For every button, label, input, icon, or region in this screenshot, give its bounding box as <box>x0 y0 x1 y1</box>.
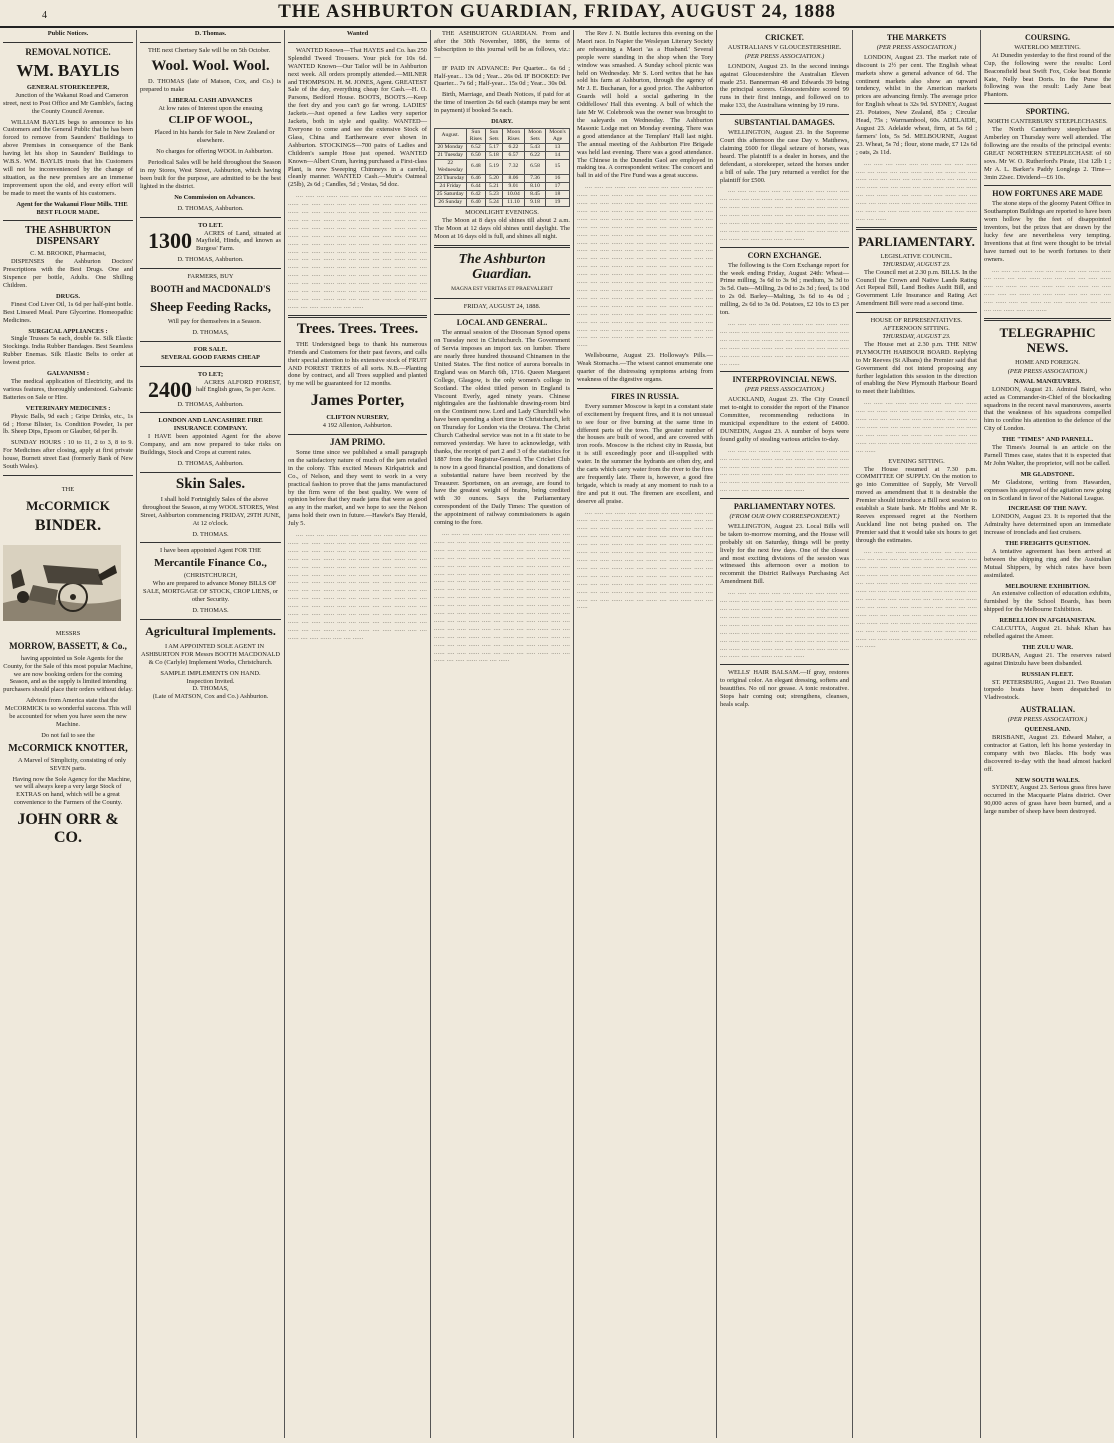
filler-text: .... ..... .... ...... ..... .... ...... .... ..... ...... ..... .... ...... .... ..... ...... ..... .... ...... .... ..... ...... ..... .... ...... .... ..... ...... ..... .... ...... .... ..... ...... ..... .... ...... .... ..... ...... ..... .... ...... .... ..... ...... ..... .... ...... .... ..... ...... ..... .... ...... .... ..... ...... ..... .... ...... .... ..... ...... ..... .... ...... .... ..... ...... ..... .... ...... .... ..... ...... ..... .... ...... .... ..... ...... ..... .... ...... .... ..... ...... ..... .... ...... .... ..... ...... ..... .... ...... .... ..... ...... ..... .... ...... .... ..... ...... ..... .... ...... .... ..... ...... ..... .... ...... .... ..... ...... ..... .... ...... .... ..... ...... ..... .... ...... .... ..... ...... ..... .... ...... .... ..... ...... ..... .... ...... .... ..... ...... ..... .... ...... .... ..... ...... ..... .... ...... .... ..... ...... ..... .... ...... .... ..... ...... ..... .... ...... .... ..... ...... ..... .... ...... .... ..... ...... ..... .... ...... <box>288 192 427 310</box>
diary-cell: 6.22 <box>502 143 524 151</box>
holloway-advert: Wellsbourne, August 23. Holloway's Pills.—Weak Stomachs.—The wisest cannot enumerate one quarter of the distressing symptoms arising from weakness of the digestive organs. <box>577 352 713 383</box>
diary-cell: 9.01 <box>502 182 524 190</box>
corn-exchange-body: The following is the Corn Exchange report for the week ending Friday, August 24th: Wheat—Prime milling, 3s 6d to 3s 9d ; medium, 3s 3d to 3s 5d. Oats—Milling, 2s 0d to 2s 3d ; feed, 1s 10d to 2s 0d. Barley—Malting, 3s 6d to 4s 0d ; milling, 2s 6d to 3s 0d. Potatoes, £2 10s to £3 per ton. <box>720 261 849 317</box>
sheep-racks: Sheep Feeding Racks, <box>150 299 271 315</box>
chertsey-sale: THE next Chertsey Sale will be on 5th October. <box>148 46 271 54</box>
thomas-intro: D. THOMAS (late of Matson, Cox, and Co.) is prepared to make <box>140 77 281 93</box>
evening-sitting: EVENING SITTING. <box>888 457 945 465</box>
interest-line: At low rates of Interest upon the ensuing <box>158 104 263 112</box>
interprovincial-heading: INTERPROVINCIAL NEWS. <box>732 375 837 385</box>
filler-text: .... ..... .... ...... ..... .... ...... .... ..... ...... ..... .... ...... .... ..... ...... ..... .... ...... .... ..... ...... ..... .... ...... .... ..... ...... ..... .... ...... .... ..... ...... ..... .... ...... .... ..... ...... ..... .... ...... .... ..... ...... ..... .... ...... .... ..... ...... ..... .... ...... .... ..... ...... ..... .... ...... .... ..... ...... ..... .... ...... .... ..... ...... ..... .... ...... .... ..... ...... ..... .... ...... .... ..... ...... ..... .... ...... .... ..... ...... ..... .... ...... .... ..... ...... ..... .... ...... .... ..... ...... ..... .... ...... .... ..... ...... ..... .... ...... .... ..... ...... ..... .... ...... .... ..... ...... ..... .... ...... .... ..... ...... ..... .... ...... .... ..... ...... ..... .... ...... .... ..... ...... ..... .... ...... .... ..... ...... ..... .... ...... <box>577 508 713 611</box>
agric-body: I AM APPOINTED SOLE AGENT IN ASHBURTON FOR Messrs BOOTH MACDONALD & Co (Carlyle) Implement Works, Christchurch. <box>140 642 281 666</box>
house-of-representatives: HOUSE OF REPRESENTATIVES. <box>870 317 963 325</box>
galvanism-heading: GALVANISM : <box>46 370 90 378</box>
cricket-byline: (PER PRESS ASSOCIATION.) <box>744 52 825 60</box>
afghanistan-body: CALCUTTA, August 21. Ishak Khan has rebelled against the Ameer. <box>984 625 1111 640</box>
signature: D. THOMAS, <box>192 328 229 336</box>
knotter-body: Having now the Sole Agency for the Machine, we will always keep a very large Stock of EXTRAS on hand, which will be a great convenience to the Farmers of the County. <box>12 775 132 807</box>
for-sale-heading: FOR SALE. <box>193 345 228 353</box>
mccormick-title: McCORMICK <box>26 497 110 513</box>
diary-row <box>435 143 570 151</box>
christchurch: (CHRISTCHURCH, <box>183 572 238 580</box>
veterinary-heading: VETERINARY MEDICINES : <box>25 404 111 412</box>
surgical-heading: SURGICAL APPLIANCES : <box>28 327 108 335</box>
no-commission: No Commission on Advances. <box>174 193 255 201</box>
signature: D. THOMAS, Ashburton. <box>177 256 244 264</box>
births-notice: Birth, Marriage, and Death Notices, if paid for at the time of insertion 2s 6d each (stamps may be sent in payment) if booked 5s each. <box>434 91 570 115</box>
subscription-intro: THE ASHBURTON GUARDIAN. From and after the 30th November, 1886, the terms of Subscription to this journal will be as follows, viz.:— <box>434 30 570 61</box>
messrs-label: MESSRS <box>55 629 81 637</box>
removal-heading: REMOVAL NOTICE. <box>25 46 111 57</box>
london-body: I HAVE been appointed Agent for the above Company, and am now prepared to take risks on Buildings, Stock and Crops at current rates. <box>140 433 281 457</box>
diary-heading: DIARY. <box>491 118 513 126</box>
skin-body: I shall hold Fortnightly Sales of the above throughout the Season, at my WOOL STORES, West Street, Ashburton commencing FRIDAY, 29TH JUNE, At 12 o'clock. <box>140 495 281 527</box>
london-lancashire: LONDON AND LANCASHIRE FIRE INSURANCE COMPANY. <box>158 417 263 433</box>
section-heading: Wanted <box>346 30 369 37</box>
diary-cell: 26 Sunday <box>435 198 467 206</box>
page-number: 4 <box>42 10 47 21</box>
agent-for: I have been appointed Agent FOR THE <box>159 547 262 555</box>
surgical-body: Single Trusses 5s each, double 6s. Silk Elastic Stockings. India Rubber Bandages. Best Seamless Rubber Enemas. Silk Elastic Belts to order at lowest price. <box>3 335 133 367</box>
filler-text: .... ..... .... ...... ..... .... ...... .... ..... ...... ..... .... ...... .... ..... ...... ..... .... ...... .... ..... ...... ..... .... ...... .... ..... ...... ..... .... ...... .... ..... ...... ..... .... ...... .... ..... ...... ..... .... ...... .... ..... ...... ..... .... ...... .... ..... ...... ..... .... ...... .... ..... ...... ..... .... ...... .... ..... ...... ..... .... ...... .... ..... ...... ..... .... ...... .... ..... ...... ..... .... ...... .... ..... ...... ..... .... ...... .... ..... ...... ..... .... ...... .... ..... ...... ..... .... ...... .... ..... ...... ..... .... ...... <box>720 589 849 660</box>
wool-heading: Wool. Wool. Wool. <box>151 57 270 74</box>
fortunes-body: The stone steps of the gloomy Patent Office in Southampton Buildings are reported to have been worn hollow by the feet of disappointed inventors, but the prizes that are drawn by the lucky few are nevertheless very tempting. Inventions that at first were thought to be trivial have turned out to be worth fortunes to their owners. <box>984 200 1111 263</box>
james-porter: James Porter, <box>310 392 405 410</box>
masthead <box>0 0 1114 28</box>
to-let-heading: TO LET. <box>198 221 223 229</box>
diary-cell: 9.18 <box>525 198 546 206</box>
no-charges: No charges for offering WOOL in Ashburton. <box>156 148 273 156</box>
dispensary-owner: C. M. BROOKE, Pharmacist, <box>30 250 106 258</box>
diary-cell: 20 Monday <box>435 143 467 151</box>
inspection-invited: Inspection Invited. <box>186 677 235 685</box>
diary-cell: 6.57 <box>502 151 524 159</box>
column-public-notices <box>0 30 136 1438</box>
sunday-hours: SUNDAY HOURS : 10 to 11, 2 to 3, 8 to 9. For Medicines after closing, apply at first private house, Burnett street East (formerly Bank of New South Wales). <box>3 439 133 471</box>
diary-cell: 13 <box>545 143 569 151</box>
morrow-bassett: MORROW, BASSETT, & Co., <box>9 640 127 651</box>
markets-heading: THE MARKETS <box>886 33 947 42</box>
diary-cell: 5.43 <box>525 143 546 151</box>
diary-cell: 15 <box>545 159 569 174</box>
diary-cell: 18 <box>545 190 569 198</box>
times-body: The Times's Journal is an article on the Parnell Times case, states that it is expected that Mr John Walter, the proprietor, will not be called. <box>984 444 1111 467</box>
diary-cell: 6.40 <box>466 198 485 206</box>
america-advices: Advices from America state that the McCORMICK is so wonderful success. This will be accounted for when you have seen the new Machine. <box>4 697 132 728</box>
parliamentary-heading: PARLIAMENTARY. <box>858 233 975 249</box>
clifton-nursery: CLIFTON NURSERY, <box>326 414 389 422</box>
diary-row <box>435 182 570 190</box>
skin-sales: Skin Sales. <box>175 475 246 492</box>
diary-cell: 6.58 <box>525 159 546 174</box>
signature: D. THOMAS, <box>192 685 229 693</box>
drugs-heading: DRUGS. <box>56 292 80 300</box>
column-markets-parliament <box>852 30 980 1438</box>
mercantile-finance: Mercantile Finance Co., <box>154 557 267 570</box>
several-farms: SEVERAL GOOD FARMS CHEAP <box>161 353 260 361</box>
mercantile-body: Who are prepared to advance Money BILLS OF SALE, MORTGAGE OF STOCK, CROP LIENS, or other Security. <box>142 580 279 604</box>
issue-date: FRIDAY, AUGUST 24, 1888. <box>463 302 541 310</box>
diary-cell: 6.42 <box>466 190 485 198</box>
do-not-fail: Do not fail to see the <box>41 731 95 739</box>
dispensary-title: THE ASHBURTON DISPENSARY <box>25 225 111 248</box>
steeplechases-heading: NORTH CANTERBURY STEEPLECHASES. <box>987 118 1108 126</box>
diary-cell: 6.46 <box>466 174 485 182</box>
trees-body: THE Undersigned begs to thank his numerous Friends and Customers for their past favors, and calls their special attention to his extensive stock of FRUIT AND FOREST TREES of all sorts. N.B.—Planting done by contract, and all Trees supplied and planted by me will be guaranteed for 12 months. <box>288 340 427 388</box>
damages-heading: SUBSTANTIAL DAMAGES. <box>734 118 835 128</box>
column-guardian-local <box>430 30 573 1438</box>
column-local-continued <box>573 30 716 1438</box>
trees-heading: Trees. Trees. Trees. <box>296 320 419 337</box>
diary-col-header: Sun Rises <box>466 128 485 143</box>
corn-exchange-heading: CORN EXCHANGE. <box>747 250 822 260</box>
diary-cell: 7.36 <box>525 174 546 182</box>
filler-text: .... ..... .... ...... ..... .... ...... .... ..... ...... ..... .... ...... .... ..... ...... ..... .... ...... .... ..... ...... ..... .... ...... .... ..... ...... ..... .... ...... .... ..... ...... ..... .... ...... .... ..... ...... ..... .... ...... .... ..... ...... ..... .... ...... .... ..... ...... ..... .... ...... .... ..... ...... ..... .... ...... .... ..... ...... ..... .... ...... <box>856 399 977 454</box>
filler-text: .... ..... .... ...... ..... .... ...... .... ..... ...... ..... .... ...... .... ..... ...... ..... .... ...... .... ..... ...... ..... .... ...... .... ..... ...... ..... .... ...... .... ..... ...... ..... .... ...... .... ..... ...... ..... .... ...... .... ..... ...... ..... .... ...... .... ..... ...... ..... .... ...... .... ..... ...... ..... .... ...... .... ..... ...... ..... .... ...... .... ..... ...... ..... .... ...... .... ..... ...... ..... .... ...... .... ..... ...... ..... .... ...... .... ..... ...... ..... .... ...... .... ..... ...... ..... .... ...... .... ..... ...... ..... .... ...... .... ..... ...... ..... .... ...... .... ..... ...... ..... .... ...... .... ..... ...... ..... .... ...... .... ..... ...... ..... .... ...... .... ..... ...... ..... .... ...... .... ..... ...... ..... .... ...... .... ..... ...... ..... .... ...... .... ..... ...... ..... .... ...... .... ..... ...... ..... .... ...... .... ..... ...... ..... .... ...... .... ..... ...... ..... .... ...... .... ..... ...... ..... .... ...... .... ..... ...... ..... .... ...... .... ..... ...... ..... .... ...... .... ..... ...... ..... .... ...... .... ..... ...... ..... .... ...... <box>434 529 570 664</box>
filler-text: .... ..... .... ...... ..... .... ...... .... ..... ...... ..... .... ...... .... ..... ...... ..... .... ...... .... ..... ...... ..... .... ...... .... ..... ...... ..... .... ...... .... ..... ...... ..... .... ...... .... ..... ...... ..... .... ...... .... ..... ...... ..... .... ...... .... ..... ...... ..... .... ...... .... ..... ...... ..... .... ...... .... ..... ...... ..... .... ...... .... ..... ...... ..... .... ...... .... ..... ...... ..... .... ...... <box>720 187 849 242</box>
cricket-body: LONDON, August 23. In the second innings against Gloucestershire the Australian Eleven made 251. Bannerman 48 and Edwards 39 being the principal scorers. Gloucestershire scored 99 runs in their first innings, and followed on to make 133, the Australians winning by 19 runs. <box>720 62 849 110</box>
afghanistan-heading: REBELLION IN AFGHANISTAN. <box>999 617 1096 625</box>
exhibition-body: An extensive collection of education exhibits, furnished by the School Boards, has been shipped for the Melbourne Exhibition. <box>984 590 1111 614</box>
guardian-motto: MAGNA EST VERITAS ET PRAEVALEBIT <box>451 285 553 292</box>
agricultural-implements: Agricultural Implements. <box>145 623 276 638</box>
column-d-thomas <box>136 30 284 1438</box>
interprovincial-byline: (PER PRESS ASSOCIATION.) <box>744 386 825 394</box>
diary-cell: 25 Saturday <box>435 190 467 198</box>
diary-cell: 5.21 <box>486 182 503 190</box>
diary-cell: 8.45 <box>525 190 546 198</box>
baylis-trade: GENERAL STOREKEEPER, <box>26 83 110 91</box>
diary-cell: 17 <box>545 182 569 190</box>
diary-col-header: August. <box>435 128 467 143</box>
subscription-terms: IF PAID IN ADVANCE: Per Quarter... 6s 6d ; Half-year... 13s 0d ; Year... 26s 0d. IF BOOKED: Per Quarter... 7s 6d ; Half-year... 15s 0d ; Year... 30s 0d. <box>434 64 570 88</box>
booth-macdonald: BOOTH and MACDONALD'S <box>150 284 271 295</box>
to-let-heading-2: TO LET; <box>197 370 224 378</box>
diary-cell: 5.23 <box>486 190 503 198</box>
diary-cell: 5.18 <box>486 151 503 159</box>
waterloo-meeting: WATERLOO MEETING. <box>1014 43 1081 51</box>
steeplechases-body: The North Canterbury steeplechase at Amberley on Thursday were well attended. The following are the results of the principal events: GREAT NORTHERN STEEPLECHASE of 60 sovs. Mr W. O. Rutherford's Pirate, 11st 12lb 1 ; Mr A. L. Barker's Paddy Longlegs 2. Time—3min 22sec. Dividend—£6 10s. <box>984 126 1111 181</box>
reps-date: THURSDAY, AUGUST 23. <box>882 333 951 340</box>
parliamentary-notes-byline: (FROM OUR OWN CORRESPONDENT.) <box>729 513 840 521</box>
john-orr: JOHN ORR & CO. <box>17 811 119 847</box>
jam-primo-heading: JAM PRIMO. <box>330 437 385 448</box>
nsw-body: SYDNEY, August 23. Serious grass fires have occurred in the Macquarie Plains district. Over 90,000 acres of grass have been burned, and a large number of sheep have been destroyed. <box>984 784 1111 816</box>
column-wanted <box>284 30 430 1438</box>
column-cricket-news <box>716 30 852 1438</box>
signature: D. THOMAS. <box>192 530 229 538</box>
local-general-heading: LOCAL AND GENERAL. <box>456 318 548 328</box>
filler-text: .... ..... .... ...... ..... .... ...... .... ..... ...... ..... .... ...... .... ..... ...... ..... .... ...... .... ..... ...... ..... .... ...... .... ..... ...... ..... .... ...... .... ..... ...... ..... .... ...... .... ..... ...... ..... .... ...... .... ..... ...... ..... .... ...... .... ..... ...... ..... .... ...... .... ..... ...... ..... .... ...... <box>720 320 849 367</box>
nsw-heading: NEW SOUTH WALES. <box>1015 776 1080 784</box>
diary-cell: 7.32 <box>502 159 524 174</box>
liberal-advances: LIBERAL CASH ADVANCES <box>168 96 253 104</box>
moonlight-heading: MOONLIGHT EVENINGS. <box>465 208 539 216</box>
signature: D. THOMAS, Ashburton. <box>177 460 244 467</box>
exhibition-heading: MELBOURNE EXHIBITION. <box>1005 582 1090 590</box>
let2-acreage: 2400 <box>148 376 192 402</box>
hair-balsam-advert: WELLS' HAIR BALSAM.—If gray, restores to original color. An elegant dressing, softens and beautifies. No oil nor grease. A tonic restorative. Stops hair coming out; strengthens, cleanses, heals scalp. <box>720 669 849 708</box>
farmers-buy: FARMERS, BUY <box>187 273 234 281</box>
freights-heading: THE FREIGHTS QUESTION. <box>1004 540 1091 548</box>
cricket-subheading: AUSTRALIANS V GLOUCESTERSHIRE. <box>727 43 842 51</box>
section-heading: Public Notices. <box>47 30 89 37</box>
gladstone-heading: MR GLADSTONE. <box>1020 470 1075 478</box>
baylis-body: WILLIAM BAYLIS begs to announce to his Customers and the General Public that he has been forced to remove from Saunders' Buildings to above Premises in consequence of the Bank having let his shop in Saunders' Buildings to W.B.S. WM. BAYLIS trusts that his Customers will not be inconvenienced by the change of situation, as the new premises are an immense improvement upon the old, and every effort will be made to meet the wants of his customers. <box>3 118 133 197</box>
let-acreage: 1300 <box>148 227 192 253</box>
diary-cell: 14 <box>545 151 569 159</box>
diary-cell: 22 Wednesday <box>435 159 467 174</box>
signature-sub: (Late of MATSON, Cox and Co.) Ashburton. <box>152 693 269 701</box>
filler-text: .... ..... .... ...... ..... .... ...... .... ..... ...... ..... .... ...... .... ..... ...... ..... .... ...... .... ..... ...... ..... .... ...... .... ..... ...... ..... .... ...... .... ..... ...... ..... .... ...... .... ..... ...... ..... .... ...... .... ..... ...... ..... .... ...... .... ..... ...... ..... .... ...... .... ..... ...... ..... .... ...... .... ..... ...... ..... .... ...... .... ..... ...... ..... .... ...... .... ..... ...... ..... .... ...... .... ..... ...... ..... .... ...... .... ..... ...... ..... .... ...... .... ..... ...... ..... .... ...... .... ..... ...... ..... .... ...... .... ..... ...... ..... .... ...... .... ..... ...... ..... .... ...... .... ..... ...... ..... .... ...... .... ..... ...... ..... .... ...... .... ..... ...... ..... .... ...... .... ..... ...... ..... .... ...... .... ..... ...... ..... .... ...... .... ..... ...... ..... .... ...... .... ..... ...... ..... .... ...... .... ..... ...... ..... .... ...... .... ..... ...... ..... .... ...... .... ..... ...... ..... .... ...... .... ..... ...... ..... .... ...... .... ..... ...... ..... .... ...... .... ..... ...... ..... .... ...... .... ..... ...... ..... .... ...... .... ..... ...... ..... .... ...... .... ..... ...... ..... .... ...... .... ..... ...... ..... .... ...... .... ..... ...... ..... .... ...... .... ..... ...... ..... .... ...... .... ..... ...... ..... .... ...... .... ..... ...... ..... .... ...... <box>577 183 713 349</box>
damages-body: WELLINGTON, August 23. In the Supreme Court this afternoon the case Day v. Matthews, claiming £600 for illegal seizure of horses, was heard. The plaintiff is a dealer in horses, and the defendant, a storekeeper, seized the horses under a bill of sale. The jury returned a verdict for the plaintiff for £500. <box>720 129 849 184</box>
navy-heading: INCREASE OF THE NAVY. <box>1008 505 1087 513</box>
afternoon-sitting: AFTERNOON SITTING. <box>883 325 950 333</box>
queensland-body: BRISBANE, August 23. Edward Maher, a contractor at Gatton, left his home yesterday in company with two Blacks. His body was discovered to-day with the head almost hacked off. <box>984 733 1111 773</box>
filler-text: .... ..... .... ...... ..... .... ...... .... ..... ...... ..... .... ...... .... ..... ...... ..... .... ...... .... ..... ...... ..... .... ...... .... ..... ...... ..... .... ...... .... ..... ...... ..... .... ...... .... ..... ...... ..... .... ...... .... ..... ...... ..... .... ...... .... ..... ...... ..... .... ...... .... ..... ...... ..... .... ...... .... ..... ...... ..... .... ...... .... ..... ...... ..... .... ...... .... ..... ...... ..... .... ...... <box>856 159 977 222</box>
zulu-body: DURBAN, August 21. The reserves raised against Dinizulu have been disbanded. <box>984 651 1111 667</box>
galvanism-body: The medical application of Electricity, and its various features, thoroughly understood. Galvanic Batteries on Sale or Hire. <box>3 378 133 401</box>
diary-cell: 8.10 <box>525 182 546 190</box>
morrow-body: having appointed us Sole Agents for the County, for the Sale of this most popular Machine, we are now booking orders for the coming Season, and as the supply is limited intending purchasers should place their orders without delay. <box>3 654 133 694</box>
drugs-body: Finest Cod Liver Oil, 1s 6d per half-pint bottle. Best Linseed Meal. Pure Glycerine. Homeopathic Medicines. <box>3 300 133 324</box>
parliamentary-notes-heading: PARLIAMENTARY NOTES. <box>733 502 836 512</box>
gladstone-body: Mr Gladstone, writing from Hawarden, expresses his approval of the agitation now going on in Scotland in favor of the National League. <box>984 478 1111 502</box>
fires-body: Every summer Moscow is kept in a constant state of excitement by frequent fires, and it is not unusual to see four or five burning at the same time in different parts of the town. The greater number of the houses are built of wood, and are covered with iron roofs. Moscow is the richest city in Russia, but it is still exceedingly poor and ill-supplied with water. In the summer the hydrants are often dry, and the carts which carry water from the river to the fires are frequently late. There is, however, a good fire brigade, which is ready at any moment to rush to a fire and put it out. The firemen are excellent, and deserve all praise. <box>577 402 713 505</box>
signature: D. THOMAS, Ashburton. <box>177 400 244 408</box>
coursing-heading: COURSING. <box>1024 33 1071 42</box>
diary-cell: 21 Tuesday <box>435 151 467 159</box>
diary-cell: 5.20 <box>486 174 503 182</box>
diary-cell: 10.04 <box>502 190 524 198</box>
moonlight-body: The Moon at 8 days old shines till about 2 a.m. The Moon at 12 days old shines until daylight. The Moon at 16 days old is full, and shines all night. <box>434 216 570 240</box>
let-body: ACRES of Land, situated at Mayfield, Hinds, and known as Burgess' Farm. <box>196 229 281 253</box>
diary-cell: 23 Thursday <box>436 174 465 181</box>
diary-cell: 6.50 <box>466 151 485 159</box>
diary-col-header: Sun Sets <box>486 128 503 143</box>
australian-heading: AUSTRALIAN. <box>1020 705 1075 715</box>
diary-cell: 6.44 <box>466 182 485 190</box>
diary-row <box>435 174 570 182</box>
diary-row <box>435 190 570 198</box>
diary-cell: 8.06 <box>502 174 524 182</box>
column-sporting-telegraphic <box>980 30 1114 1438</box>
local-general-body: The annual session of the Diocesan Synod opens on Tuesday next in Christchurch. The Government of Servia imposes an import tax on lumber. There are nearly three hundred thousand Chinamen in the United States. The first notice of aurora borealis in England was on March 6th, 1716. Queen Margaret College, Glasgow, is the only women's college in Scotland. The oldest titled person in England is Viscount Everly, aged ninety years. Chinese nightingales are the fashionable drawing-room bird on the Continent now. Lord and Lady Churchill who have been spending a short time in Christchurch, left on Thursday for London via the Orotava. The Christ Church Cathedral service was not in a fit state to be removed yesterday. We have to acknowledge, with thanks, the receipt of part 2 and 3 of the statistics for 1887 from the Registrar-General. The Cricket Club is now in a good financial position, and donations of a substantial nature have been received by the Treasurer. Sportsmen, on an average, are found to have the greatest weight of brains, being credited with 30 ounces. Says the Parliamentary correspondent of the Daily Times: The question of the appointment of railway commissioners is again coming to the fore. <box>434 329 570 527</box>
signature: D. THOMAS, Ashburton. <box>177 204 244 212</box>
queensland-heading: QUEENSLAND. <box>1024 726 1071 734</box>
coursing-body: At Dunedin yesterday to the first round of the Cup, the following were the results: Lord Beaconsfield beat Swift Fox, Coke beat Bonnie Kate, Nelly beat Doris. In the Purse the following was the result: Lady Jane beat Phantom. <box>984 51 1111 99</box>
naval-body: LONDON, August 21. Admiral Baird, who acted as Commander-in-Chief of the blockading squadrons in the recent naval manœuvres, asserts that the weakness of his squadrons compelled him to confine his attention to the defence of the City of London. <box>984 385 1111 433</box>
times-heading: THE "TIMES" AND PARNELL. <box>1001 436 1094 444</box>
knotter-subtitle: A Marvel of Simplicity, consisting of only SEVEN parts. <box>17 756 127 772</box>
binder-illustration <box>3 545 121 621</box>
knotter-title: McCORMICK KNOTTER, <box>8 742 128 754</box>
fortunes-heading: HOW FORTUNES ARE MADE <box>992 189 1103 199</box>
diary-table <box>434 128 570 207</box>
binder-title: BINDER. <box>34 516 102 534</box>
jam-primo-body: Some time since we published a small paragraph on the satisfactory nature of much of the jam retailed in the colony. This excited Messrs Kirkpatrick and Co., of Nelson, and they went to work in a very practical fashion to prove that the jams manufactured by the firm were of the best quality. We were of opinion before that they made jams that were as good as any in the market, and we hope to see the Nelson jams hold their own in future.—Hawke's Bay Herald, July 5. <box>288 448 427 528</box>
periodical-sales: Periodical Sales will be held throughout the Season in my Stores, West Street, Ashburton, which having been built for the purpose, are admitted to be the best lighted in the district. <box>140 159 281 190</box>
telegraphic-heading: TELEGRAPHIC NEWS. <box>999 325 1096 355</box>
filler-text: .... ..... .... ...... ..... .... ...... .... ..... ...... ..... .... ...... .... ..... ...... ..... .... ...... .... ..... ...... ..... .... ...... .... ..... ...... ..... .... ...... .... ..... ...... ..... .... ...... .... ..... ...... ..... .... ...... .... ..... ...... ..... .... ...... .... ..... ...... ..... .... ...... .... ..... ...... ..... .... ...... .... ..... ...... ..... .... ...... .... ..... ...... ..... .... ...... .... ..... ...... ..... .... ...... .... ..... ...... ..... .... ...... .... ..... ...... ..... .... ...... .... ..... ...... ..... .... ...... .... ..... ...... ..... .... ...... .... ..... ...... ..... .... ...... .... ..... ...... ..... .... ...... .... ..... ...... ..... .... ...... .... ..... ...... ..... .... ...... .... ..... ...... ..... .... ...... .... ..... ...... ..... .... ...... .... ..... ...... ..... .... ...... .... ..... ...... ..... .... ...... .... ..... ...... ..... .... ...... .... ..... ...... ..... .... ...... <box>288 531 427 641</box>
signature: D. THOMAS. <box>192 606 229 614</box>
racks-body: Will pay for themselves in a Season. <box>167 318 262 326</box>
council-body: The Council met at 2.30 p.m. BILLS. In the Council the Crown and Native Lands Rating Act Repeal Bill, Land Bodies Audit Bill, and Government Life Insurance and Rating Act Amendment Bill were read a second time. <box>856 268 977 308</box>
diary-col-header: Moon Sets <box>525 128 546 143</box>
sample-implements: SAMPLE IMPLEMENTS ON HAND. <box>160 669 261 677</box>
cricket-heading: CRICKET. <box>765 33 804 42</box>
markets-body: LONDON, August 23. The market rate of discount is 2½ per cent. The English wheat markets show a general advance of 6d. The continent markets also show an upward tendency, whilst in the American markets prices are advancing firmly. The average price for English wheat is 32s 9d. SYDNEY, August 23. Potatoes, New Zealand, 85s ; Circular Head, 75s ; Warrnambool, 60s. ADELAIDE, August 23. Adelaide wheat, firm, at 5s 6d ; farmers' lots, 5s 5d. MELBOURNE, August 23. Wheat, 5s 7d ; flour, stone made, £7 12s 6d ; oats, 2s 11d. <box>856 53 977 156</box>
australian-byline: (PER PRESS ASSOCIATION.) <box>1007 716 1088 724</box>
legislative-council: LEGISLATIVE COUNCIL. <box>880 252 953 260</box>
diary-cell: 19 <box>545 198 569 206</box>
reps-body: The House met at 2.30 p.m. THE NEW PLYMOUTH HARBOUR BOARD. Replying to Mr Reeves (St Albans) the Premier said that Government did not intend proposing any further legislation this session in the direction of enabling the New Plymouth Harbour Board to meet their liabilities. <box>856 340 977 396</box>
zulu-heading: THE ZULU WAR. <box>1022 643 1073 651</box>
fires-heading: FIRES IN RUSSIA. <box>611 391 679 401</box>
diary-col-header: Moon's Age <box>545 128 569 143</box>
section-heading: D. Thomas. <box>194 30 227 37</box>
mccormick-the: THE <box>61 485 75 493</box>
clip-body: Placed in his hands for Sale in New Zealand or elsewhere. <box>154 129 275 145</box>
evening-body: The House resumed at 7.30 p.m. COMMITTEE OF SUPPLY. On the motion to go into Committee of Supply, Mr Vervoll moved as amendment that it is desirable the Premier should introduce a Bill next session to establish a State bank. Mr Hobbs and Mr R. Reeves expressed regret at the Northern Auckland line not being pushed on. The Premier said that it would take six hours to get through the estimates. <box>856 465 977 544</box>
filler-text: .... ..... .... ...... ..... .... ...... .... ..... ...... ..... .... ...... .... ..... ...... ..... .... ...... .... ..... ...... ..... .... ...... .... ..... ...... ..... .... ...... .... ..... ...... ..... .... ...... .... ..... ...... ..... .... ...... .... ..... ...... ..... .... ...... .... ..... ...... ..... .... ...... .... ..... ...... ..... .... ...... .... ..... ...... ..... .... ...... .... ..... ...... ..... .... ...... .... ..... ...... ..... .... ...... .... ..... ...... ..... .... ...... .... ..... ...... ..... .... ...... .... ..... ...... ..... .... ...... .... ..... ...... ..... .... ...... .... ..... ...... ..... .... ...... .... ..... ...... ..... .... ...... .... ..... ...... ..... .... ...... .... ..... ...... ..... .... ...... .... ..... ...... ..... .... ...... <box>856 547 977 650</box>
diary-cell: 6.52 <box>466 143 485 151</box>
sporting-heading: SPORTING. <box>1025 107 1070 117</box>
newspaper-title: THE ASHBURTON GUARDIAN, FRIDAY, AUGUST 24, 1888 <box>278 1 836 22</box>
diary-row <box>435 159 570 174</box>
diary-cell: 11.10 <box>502 198 524 206</box>
markets-byline: (PER PRESS ASSOCIATION.) <box>876 43 957 51</box>
diary-cell: 24 Friday <box>435 182 467 190</box>
council-date: THURSDAY, AUGUST 23. <box>882 260 951 268</box>
diary-cell: 5.17 <box>486 143 503 151</box>
russian-fleet-body: ST. PETERSBURG, August 21. Two Russian torpedo boats have been despatched to Vladivostock. <box>984 678 1111 702</box>
clip-of-wool: CLIP OF WOOL, <box>168 114 253 127</box>
baylis-address: Junction of the Wakanui Road and Cameron street, next to Post Office and Mr Gamble's, facing the County Council Avenue. <box>3 91 133 115</box>
russian-fleet-heading: RUSSIAN FLEET. <box>1021 670 1074 678</box>
naval-heading: NAVAL MANŒUVRES. <box>1013 377 1082 385</box>
porter-location: 4 192 Allenton, Ashburton. <box>322 422 393 430</box>
telegraphic-byline: (PER PRESS ASSOCIATION.) <box>1007 367 1088 375</box>
diary-cell: 5.24 <box>486 198 503 206</box>
parliamentary-notes-body: WELLINGTON, August 23. Local Bills will be taken to-morrow morning, and the House will probably sit on Saturday, things will be pretty lively for the next few days. One of the closest and most exciting divisions of the session was witnessed this afternoon over a motion to recommit the District Railways Purchasing Act Amendment Bill. <box>720 522 849 586</box>
veterinary-body: Physic Balls, 9d each ; Gripe Drinks, etc., 1s 6d ; Horse Blister, 1s. Condition Powder, 1s per lb. Sheep Dips, Epsom or Glauber, 6d per lb. <box>3 412 133 436</box>
home-foreign: HOME AND FOREIGN. <box>1015 359 1080 366</box>
baylis-name: WM. BAYLIS <box>16 60 120 80</box>
diary-cell: 5.19 <box>486 159 503 174</box>
let2-body: ACRES ALFORD FOREST, half English grass, 5s per Acre. <box>196 378 281 394</box>
filler-text: .... ..... .... ...... ..... .... ...... .... ..... ...... ..... .... ...... .... ..... ...... ..... .... ...... .... ..... ...... ..... .... ...... .... ..... ...... ..... .... ...... .... ..... ...... ..... .... ...... .... ..... ...... ..... .... ...... .... ..... ...... ..... .... ...... .... ..... ...... ..... .... ...... .... ..... ...... ..... .... ...... .... ..... ...... ..... .... ...... <box>720 446 849 494</box>
dispensary-body: DISPENSES the Ashburton Doctors' Prescriptions with the Best Drugs. One and Sixpence per bottle, Adults. One Shilling Children. <box>3 258 133 290</box>
diary-col-header: Moon Rises <box>502 128 524 143</box>
navy-body: LONDON, August 23. It is reported that the Admiralty have determined upon an immediate increase of ironclads and fast cruisers. <box>984 513 1111 537</box>
filler-text: .... ..... .... ...... ..... .... ...... .... ..... ...... ..... .... ...... .... ..... ...... ..... .... ...... .... ..... ...... ..... .... ...... .... ..... ...... ..... .... ...... .... ..... ...... ..... .... ...... .... ..... ...... ..... .... ...... .... ..... ...... ..... .... ...... .... ..... ...... ..... .... ...... .... ..... ...... ..... .... ...... <box>984 266 1111 314</box>
local-continued-body: The Rev J. N. Buttle lectures this evening on the Maori race. In Napier the Wesleyan Literary Society are rehearsing a Maori 'as a Husband.' Several people were standing in the shop when the Tory window was smashed. A Sunday school picnic was held on Wednesday. Mr S. Lord writes that he has sold his farm at Ashburton, through the agency of Mr J. E. Buchanan, for a good price. The Ashburton Guards will hold a social gathering in the Oddfellows' Hall this evening. A bull of which the late Mr W. Colebrook was the owner was brought to the saleyards on Wednesday. The Ashburton Masonic Lodge met on Monday evening. There was a good attendance at the Templars' Hall last night. The annual meeting of the Ashburton Fire Brigade was held last evening. There was a good attendance. The Chinese in the Dunedin Gaol are employed in making tea. A correspondent writes: The concert and ball in aid of the Fire Fund was a great success. <box>577 30 713 180</box>
diary-row <box>435 198 570 206</box>
wanted-notices: WANTED Known—That HAYES and Co. has 250 Splendid Tweed Trousers. Your pick for 10s 6d. WANTED Known—Our Tailor will be in Ashburton next week. All orders promptly attended.—MILNER and THOMPSON. H. M. JONES, Agent. GREATEST Sale of the day, everything cheap for Cash.—H. O. Parsons, Bedford House. BOOTS, BOOTS.—Keep the feet dry and you can't go far wrong. LADIES' Jackets.—Just opened a few Ladies very superior Jackets, both in style and quality. WANTED—Everyone to come and see the extensive Stock of Glass, China and Earthenware ever shown in Ashburton. STOCKINGS—700 pairs of Ladies and Children's sample Hose just opened. WANTED Known—Albert Crum, having purchased a First-class Plant, is now Sweeping Chimneys in a careful, cleanly manner. WANTED Cash.—Muir's Oatmeal (25lb), 2s 6d ; Candles, 5d ; Vestas, 5d doz. <box>288 46 427 189</box>
diary-cell: 6.48 <box>466 159 485 174</box>
guardian-masthead: The Ashburton Guardian. <box>458 251 546 282</box>
interprovincial-body: AUCKLAND, August 23. The City Council met to-night to consider the report of the Finance Committee, recommending reductions in municipal expenditure to the extent of £4000. DUNEDIN, August 23. A number of boys were found guilty of stealing various articles to-day. <box>720 396 849 443</box>
diary-row <box>435 151 570 159</box>
baylis-agent: Agent for the Wakanui Flour Mills. THE BEST FLOUR MADE. <box>16 200 128 216</box>
diary-cell: 16 <box>545 174 569 182</box>
diary-cell: 6.22 <box>525 151 546 159</box>
freights-body: A tentative agreement has been arrived at between the shipping ring and the Australian Mutual Shippers, by which rates have been assimilated. <box>984 547 1111 579</box>
